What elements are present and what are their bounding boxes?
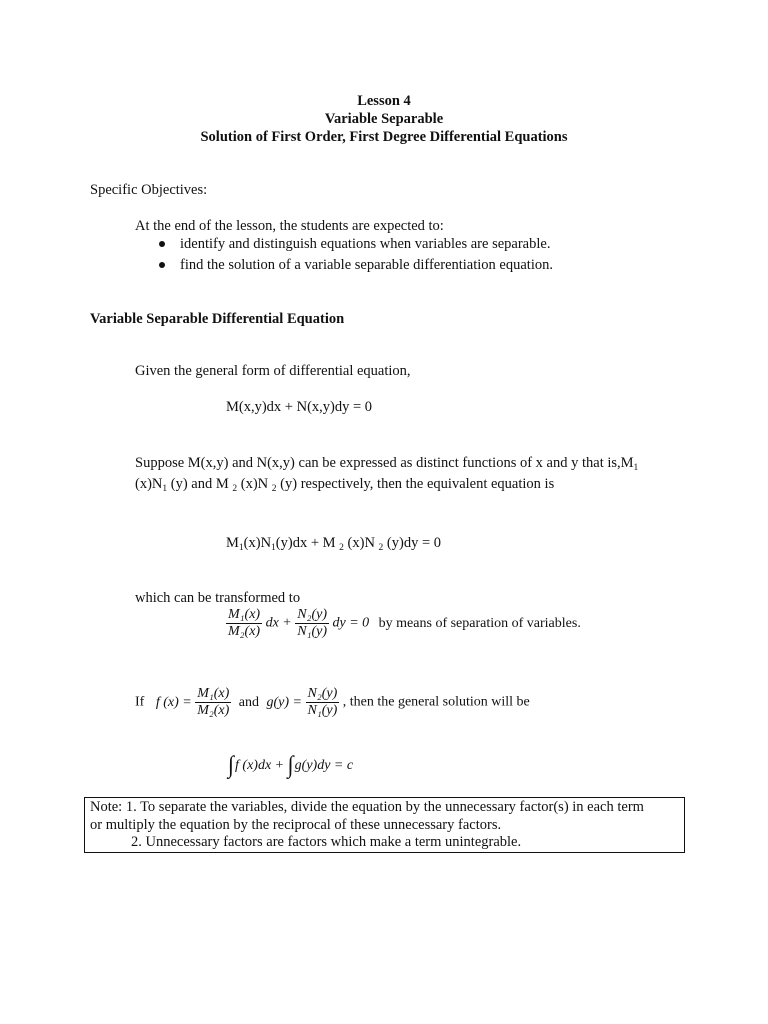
bullet-icon	[159, 241, 165, 247]
note-line-2: or multiply the equation by the reciprocal of these unnecessary factors.	[90, 817, 502, 833]
fraction-g: $\frac{\text{N₂(y)}}{\text{N₁(y)}}$	[307, 686, 338, 718]
given-text: Given the general form of differential equation,	[135, 363, 411, 379]
equivalent-equation: $M_1(x)N_1(y)dx + M$ $_2$ (x)N $_2$ (y)dy = 0	[226, 535, 442, 553]
note-line-1: Note: 1. To separate the variables, divide the equation by the unnecessary factor(s) in each term	[90, 799, 644, 815]
fraction-m1-m2: $\frac{\text{M₁(x)}}{\text{M₂(x)}}$	[228, 607, 261, 639]
objective-item: identify and distinguish equations when variables are separable.	[180, 236, 551, 252]
fraction-f: $\frac{\text{M₁(x)}}{\text{M₂(x)}}$	[197, 686, 230, 718]
lesson-number: Lesson 4	[357, 93, 411, 109]
objectives-intro: At the end of the lesson, the students are expected to:	[135, 218, 444, 234]
general-solution: ∫f (x)dx + ∫g(y)dy = c	[228, 750, 354, 779]
fraction-n2-n1: $\frac{\text{N₂(y)}}{\text{N₁(y)}}$	[297, 607, 327, 639]
bullet-icon	[159, 262, 165, 268]
page-title: Solution of First Order, First Degree Differential Equations	[200, 129, 568, 145]
separation-text: by means of separation of variables.	[378, 615, 581, 631]
note-box	[84, 797, 685, 853]
suppose-line-2: $(x)N_1$ (y) and M $_2$ (x)N $_2$ (y) respectively, then the equivalent equation is	[135, 476, 555, 494]
objectives-label: Specific Objectives:	[90, 182, 208, 198]
lesson-topic: Variable Separable	[324, 111, 444, 127]
integral-icon: ∫	[228, 750, 235, 779]
section-heading: Variable Separable Differential Equation	[90, 311, 345, 327]
note-line-3: 2. Unnecessary factors are factors which make a term unintegrable.	[131, 834, 522, 850]
suppose-line-1: Suppose M(x,y) and N(x,y) can be expressed as distinct functions of x and y that $is,M_1$	[135, 455, 639, 473]
integral-icon: ∫	[287, 750, 294, 779]
general-form-equation: M(x,y)dx + N(x,y)dy = 0	[226, 399, 373, 415]
definitions-line: If f (x) = $\frac{\text{M₁(x)}}{\text{M₂(x)}}$ and g(y) = $\frac{\text{N₂(y)}}{\text{N₁(y)}}$ , then the general solution will be	[135, 686, 530, 718]
transform-text: which can be transformed to	[135, 590, 301, 606]
objective-item: find the solution of a variable separable differentiation equation.	[180, 257, 553, 273]
separated-equation: $\frac{\text{M₁(x)}}{\text{M₂(x)}}$ dx + $\frac{\text{N₂(y)}}{\text{N₁(y)}}$ dy = 0 by means of separation of variables.	[228, 607, 581, 639]
